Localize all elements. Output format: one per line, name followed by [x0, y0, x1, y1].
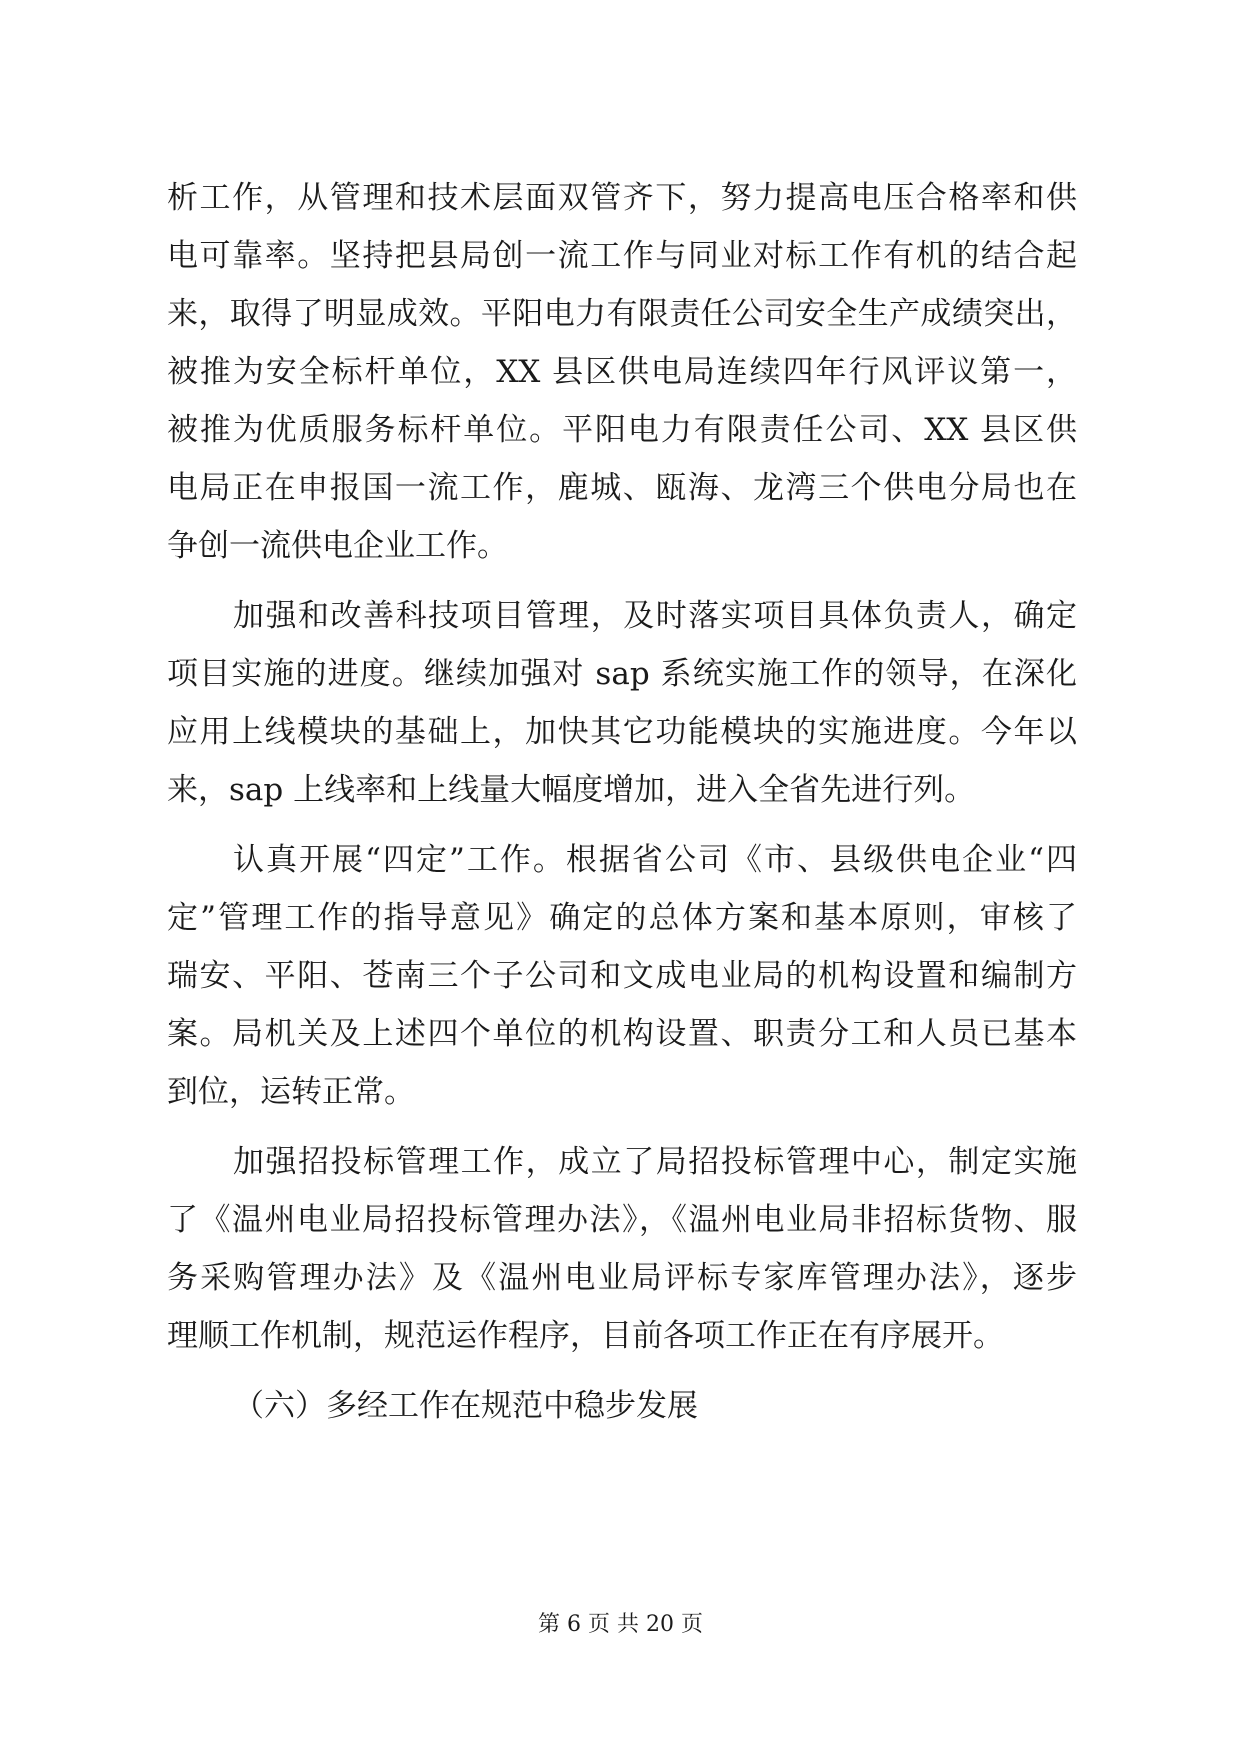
- paragraph-line: 电可靠率。坚持把县局创一流工作与同业对标工作有机的结合起: [167, 238, 1077, 274]
- paragraph-line: 到位，运转正常。: [167, 1074, 415, 1110]
- paragraph-line: 来，取得了明显成效。平阳电力有限责任公司安全生产成绩突出，: [167, 296, 1077, 332]
- paragraph-line: 加强招投标管理工作，成立了局招投标管理中心，制定实施: [233, 1144, 1077, 1180]
- section-heading: （六）多经工作在规范中稳步发展: [233, 1388, 698, 1424]
- paragraph-line: 定”管理工作的指导意见》确定的总体方案和基本原则，审核了: [167, 900, 1077, 936]
- paragraph-line: 析工作，从管理和技术层面双管齐下，努力提高电压合格率和供: [167, 180, 1077, 216]
- paragraph-line: 案。局机关及上述四个单位的机构设置、职责分工和人员已基本: [167, 1016, 1077, 1052]
- paragraph-line: 应用上线模块的基础上，加快其它功能模块的实施进度。今年以: [167, 714, 1077, 750]
- paragraph-line: 项目实施的进度。继续加强对 sap 系统实施工作的领导，在深化: [167, 656, 1077, 692]
- paragraph-line: 了《温州电业局招投标管理办法》，《温州电业局非招标货物、服: [167, 1202, 1077, 1238]
- paragraph-line: 务采购管理办法》及《温州电业局评标专家库管理办法》，逐步: [167, 1260, 1077, 1296]
- paragraph-line: 理顺工作机制，规范运作程序，目前各项工作正在有序展开。: [167, 1318, 1004, 1354]
- paragraph-line: 电局正在申报国一流工作，鹿城、瓯海、龙湾三个供电分局也在: [167, 470, 1077, 506]
- paragraph-line: 争创一流供电企业工作。: [167, 528, 508, 564]
- paragraph-line: 认真开展“四定”工作。根据省公司《市、县级供电企业“四: [233, 842, 1077, 878]
- paragraph-line: 被推为优质服务标杆单位。平阳电力有限责任公司、XX 县区供: [167, 412, 1077, 448]
- page-number-footer: 第 6 页 共 20 页: [538, 1612, 703, 1637]
- paragraph-line: 来，sap 上线率和上线量大幅度增加，进入全省先进行列。: [167, 772, 976, 808]
- paragraph-line: 瑞安、平阳、苍南三个子公司和文成电业局的机构设置和编制方: [167, 958, 1077, 994]
- paragraph-line: 加强和改善科技项目管理，及时落实项目具体负责人，确定: [233, 598, 1077, 634]
- paragraph-line: 被推为安全标杆单位，XX 县区供电局连续四年行风评议第一，: [167, 354, 1077, 390]
